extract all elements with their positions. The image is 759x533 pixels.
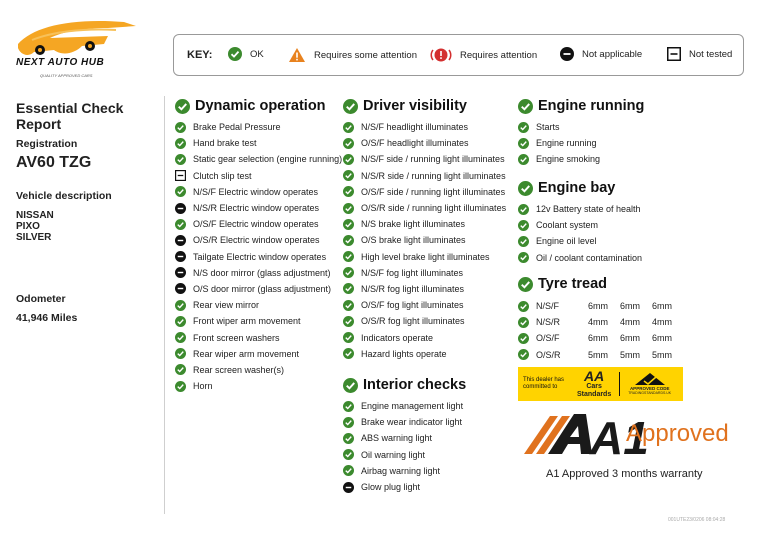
- check-item: [343, 297, 506, 313]
- check-item: [343, 430, 466, 446]
- check-item: [343, 281, 506, 297]
- check-item-label: Tailgate Electric window operates: [193, 251, 327, 262]
- check-item-label: Horn: [193, 381, 213, 392]
- vehicle-make: NISSAN: [16, 210, 54, 221]
- check-item-label: N/S/R Electric window operates: [193, 203, 320, 214]
- key-some-attention-label: Requires some attention: [314, 49, 417, 61]
- tyre-depth-1: 4mm: [588, 317, 608, 328]
- ok-check-icon: [343, 251, 354, 262]
- check-item-label: Coolant system: [536, 220, 599, 231]
- aa-cars: Cars: [586, 382, 602, 390]
- tyre-depth-2: 6mm: [620, 301, 640, 312]
- driver-visibility-section: [343, 98, 506, 362]
- interior-checks-list: [343, 398, 466, 495]
- ok-check-icon: [343, 401, 354, 412]
- check-item-label: Oil warning light: [361, 449, 426, 460]
- check-item-label: O/S door mirror (glass adjustment): [193, 283, 332, 294]
- ok-check-icon: [518, 236, 529, 247]
- warning-triangle-icon: [288, 47, 306, 63]
- check-item-label: N/S/F side / running light illuminates: [361, 154, 505, 165]
- check-item-label: Front wiper arm movement: [193, 316, 301, 327]
- ok-check-icon: [518, 349, 529, 360]
- aa-cars-standards-badge: [518, 367, 683, 401]
- a1-logo-letters: A1: [590, 412, 649, 460]
- check-item: [343, 479, 466, 495]
- ok-check-icon: [343, 348, 354, 359]
- not-tested-icon: [667, 47, 681, 61]
- check-item: [343, 184, 506, 200]
- approved-code-logo: [628, 372, 671, 396]
- vehicle-description-label: Vehicle description: [16, 190, 112, 202]
- ok-check-icon: [343, 300, 354, 311]
- check-item: [175, 249, 342, 265]
- check-item: [518, 151, 644, 167]
- check-item-label: N/S/F headlight illuminates: [361, 122, 469, 133]
- check-item: [343, 232, 506, 248]
- check-item: [518, 233, 642, 249]
- check-item: [175, 378, 342, 394]
- check-item-label: N/S door mirror (glass adjustment): [193, 267, 331, 278]
- check-item-label: Front screen washers: [193, 332, 280, 343]
- driver-visibility-title: Driver visibility: [363, 98, 467, 114]
- engine-bay-title: Engine bay: [538, 180, 616, 196]
- interior-checks-title: Interior checks: [363, 377, 467, 393]
- ok-check-icon: [518, 154, 529, 165]
- check-item-label: O/S/F Electric window operates: [193, 219, 319, 230]
- tyre-row: [518, 298, 684, 314]
- odometer-label: Odometer: [16, 293, 66, 305]
- ok-check-icon: [343, 433, 354, 444]
- tyre-position: N/S/F: [536, 301, 560, 312]
- tyre-tread-table: [518, 298, 684, 363]
- not-applicable-icon: [175, 251, 186, 262]
- ok-check-icon: [343, 154, 354, 165]
- check-item: [343, 398, 466, 414]
- tyre-depth-1: 6mm: [588, 301, 608, 312]
- ok-check-icon: [175, 122, 186, 133]
- check-item: [518, 201, 642, 217]
- aa-badge-text: This dealer has committed to: [523, 377, 565, 390]
- check-item-label: Rear screen washer(s): [193, 364, 285, 375]
- check-item: [518, 135, 644, 151]
- ok-check-icon: [228, 47, 242, 61]
- section-ok-icon: [343, 378, 358, 393]
- check-item-label: Brake Pedal Pressure: [193, 122, 281, 133]
- check-item-label: Brake wear indicator light: [361, 417, 463, 428]
- check-item-label: Hazard lights operate: [361, 348, 447, 359]
- check-item: [175, 216, 342, 232]
- report-title: Essential Check Report: [16, 100, 124, 132]
- ok-check-icon: [175, 348, 186, 359]
- check-item: [175, 297, 342, 313]
- check-item-label: O/S/R side / running light illuminates: [361, 203, 507, 214]
- key-some-attention: [288, 47, 417, 63]
- dynamic-operation-section: [175, 98, 342, 394]
- ok-check-icon: [175, 332, 186, 343]
- ok-check-icon: [518, 220, 529, 231]
- tyre-tread-section: [518, 276, 684, 363]
- check-item: [343, 119, 506, 135]
- check-item: [343, 265, 506, 281]
- check-item: [175, 200, 342, 216]
- not-applicable-icon: [560, 47, 574, 61]
- key-not-tested: [667, 47, 732, 61]
- check-item: [175, 232, 342, 248]
- check-item-label: Hand brake test: [193, 138, 257, 149]
- check-item: [518, 119, 644, 135]
- key-ok-label: OK: [250, 48, 264, 60]
- tyre-depth-3: 5mm: [652, 349, 672, 360]
- ok-check-icon: [343, 449, 354, 460]
- interior-checks-heading: [343, 377, 466, 393]
- check-item: [343, 135, 506, 151]
- a1-approved-text: Approved: [626, 420, 729, 447]
- check-item: [175, 119, 342, 135]
- check-item-label: N/S/F Electric window operates: [193, 186, 319, 197]
- tyre-tread-title: Tyre tread: [538, 276, 608, 292]
- check-item-label: O/S/R fog light illuminates: [361, 316, 465, 327]
- tyre-depth-1: 6mm: [588, 333, 608, 344]
- check-item: [343, 463, 466, 479]
- check-item-label: Static gear selection (engine running): [193, 154, 343, 165]
- check-item-label: N/S/R side / running light illuminates: [361, 170, 506, 181]
- logo-name: NEXT AUTO HUB: [16, 57, 105, 68]
- check-item: [175, 346, 342, 362]
- check-item: [518, 250, 642, 266]
- section-ok-icon: [518, 181, 533, 196]
- check-item: [343, 447, 466, 463]
- check-item: [175, 313, 342, 329]
- engine-bay-heading: [518, 180, 642, 196]
- check-item-label: Starts: [536, 122, 560, 133]
- section-ok-icon: [518, 99, 533, 114]
- ok-check-icon: [343, 219, 354, 230]
- registration-value: AV60 TZG: [16, 154, 92, 171]
- tyre-depth-3: 4mm: [652, 317, 672, 328]
- check-item-label: Clutch slip test: [193, 170, 252, 181]
- engine-bay-section: [518, 180, 642, 266]
- aa-standards: Standards: [577, 390, 612, 398]
- check-item: [175, 135, 342, 151]
- check-item-label: ABS warning light: [361, 433, 433, 444]
- vehicle-colour: SILVER: [16, 232, 52, 243]
- dynamic-operation-list: [175, 119, 342, 394]
- check-item-label: O/S/F fog light illuminates: [361, 300, 464, 311]
- ok-check-icon: [343, 122, 354, 133]
- not-applicable-icon: [175, 283, 186, 294]
- check-item-label: O/S/R Electric window operates: [193, 235, 320, 246]
- ok-check-icon: [343, 417, 354, 428]
- ok-check-icon: [518, 204, 529, 215]
- tyre-depth-2: 4mm: [620, 317, 640, 328]
- footer-code: 001UTE23/0206 08:04:28: [668, 517, 726, 523]
- key-label: KEY:: [187, 49, 213, 61]
- key-not-applicable-label: Not applicable: [582, 48, 643, 60]
- tyre-depth-2: 6mm: [620, 333, 640, 344]
- ok-check-icon: [518, 333, 529, 344]
- key-not-tested-label: Not tested: [689, 48, 733, 60]
- check-item: [175, 184, 342, 200]
- ok-check-icon: [343, 138, 354, 149]
- column-divider: [164, 96, 165, 514]
- ok-check-icon: [343, 267, 354, 278]
- not-applicable-icon: [343, 482, 354, 493]
- key-attention-label: Requires attention: [460, 49, 538, 61]
- check-item-label: N/S/F fog light illuminates: [361, 267, 464, 278]
- tyre-row: [518, 314, 684, 330]
- check-item-label: Indicators operate: [361, 332, 434, 343]
- tyre-depth-3: 6mm: [652, 333, 672, 344]
- check-item: [343, 151, 506, 167]
- check-item-label: Airbag warning light: [361, 465, 441, 476]
- ok-check-icon: [175, 300, 186, 311]
- tyre-tread-heading: [518, 276, 684, 292]
- odometer-value: 41,946 Miles: [16, 312, 78, 324]
- aa-brand: AA: [584, 367, 605, 384]
- check-item-label: Engine management light: [361, 401, 464, 412]
- check-item: [343, 329, 506, 345]
- not-applicable-icon: [175, 267, 186, 278]
- ok-check-icon: [175, 219, 186, 230]
- section-ok-icon: [175, 99, 190, 114]
- check-item-label: N/S/R fog light illuminates: [361, 283, 465, 294]
- tyre-row: [518, 347, 684, 363]
- check-item-label: O/S/F headlight illuminates: [361, 138, 469, 149]
- dynamic-operation-title: Dynamic operation: [195, 98, 326, 114]
- check-item-label: Rear wiper arm movement: [193, 348, 300, 359]
- logo-tagline: QUALITY APPROVED CARS: [40, 73, 93, 78]
- tyre-depth-1: 5mm: [588, 349, 608, 360]
- check-item-label: Glow plug light: [361, 482, 421, 493]
- tyre-depth-3: 6mm: [652, 301, 672, 312]
- tyre-position: N/S/R: [536, 317, 561, 328]
- check-item-label: O/S/F side / running light illuminates: [361, 186, 506, 197]
- not-tested-icon: [175, 170, 186, 181]
- dynamic-operation-heading: [175, 98, 342, 114]
- check-item: [343, 216, 506, 232]
- aa-badge-logo: [577, 367, 612, 399]
- ok-check-icon: [343, 465, 354, 476]
- key-attention: [430, 47, 537, 63]
- driver-visibility-heading: [343, 98, 506, 114]
- ok-check-icon: [343, 235, 354, 246]
- check-item: [175, 362, 342, 378]
- registration-label: Registration: [16, 138, 78, 150]
- ok-check-icon: [518, 138, 529, 149]
- check-item: [175, 151, 342, 167]
- attention-alert-icon: [430, 47, 452, 63]
- check-item: [518, 217, 642, 233]
- check-item-label: Engine oil level: [536, 236, 597, 247]
- ok-check-icon: [343, 186, 354, 197]
- section-ok-icon: [343, 99, 358, 114]
- engine-bay-list: [518, 201, 642, 266]
- check-item: [343, 200, 506, 216]
- check-item-label: High level brake light illuminates: [361, 251, 490, 262]
- engine-running-heading: [518, 98, 644, 114]
- ok-check-icon: [343, 332, 354, 343]
- tyre-position: O/S/R: [536, 349, 561, 360]
- check-item: [175, 281, 342, 297]
- ok-check-icon: [343, 203, 354, 214]
- section-ok-icon: [518, 277, 533, 292]
- check-item-label: N/S brake light illuminates: [361, 219, 466, 230]
- check-item: [175, 329, 342, 345]
- check-item-label: Rear view mirror: [193, 300, 260, 311]
- approved-code-label: APPROVED CODE: [629, 386, 670, 391]
- check-item: [175, 168, 342, 184]
- key-ok: [228, 47, 264, 61]
- not-applicable-icon: [175, 235, 186, 246]
- ok-check-icon: [175, 364, 186, 375]
- tyre-position: O/S/F: [536, 333, 560, 344]
- a1-warranty-text: A1 Approved 3 months warranty: [546, 468, 703, 480]
- key-not-applicable: [560, 47, 642, 61]
- ok-check-icon: [343, 170, 354, 181]
- check-item: [343, 313, 506, 329]
- ok-check-icon: [518, 122, 529, 133]
- approved-code-site: TRADINGSTANDARDS.UK: [628, 391, 672, 395]
- ok-check-icon: [343, 283, 354, 294]
- check-item: [343, 346, 506, 362]
- check-item: [343, 414, 466, 430]
- ok-check-icon: [518, 252, 529, 263]
- check-item-label: Engine running: [536, 138, 597, 149]
- check-item-label: O/S brake light illuminates: [361, 235, 466, 246]
- ok-check-icon: [175, 154, 186, 165]
- ok-check-icon: [343, 316, 354, 327]
- check-item-label: 12v Battery state of health: [536, 204, 641, 215]
- check-item: [343, 249, 506, 265]
- interior-checks-section: [343, 377, 466, 495]
- engine-running-section: [518, 98, 644, 168]
- tyre-depth-2: 5mm: [620, 349, 640, 360]
- engine-running-title: Engine running: [538, 98, 645, 114]
- approved-code-tick-icon: [633, 372, 667, 386]
- ok-check-icon: [175, 138, 186, 149]
- aa-badge-divider: [619, 372, 620, 396]
- ok-check-icon: [175, 316, 186, 327]
- driver-visibility-list: [343, 119, 506, 362]
- check-item: [343, 168, 506, 184]
- check-item-label: Oil / coolant contamination: [536, 252, 643, 263]
- check-item-label: Engine smoking: [536, 154, 601, 165]
- engine-running-list: [518, 119, 644, 168]
- not-applicable-icon: [175, 203, 186, 214]
- check-item: [175, 265, 342, 281]
- ok-check-icon: [518, 317, 529, 328]
- vehicle-model: PIXO: [16, 221, 40, 232]
- tyre-row: [518, 330, 684, 346]
- ok-check-icon: [175, 381, 186, 392]
- ok-check-icon: [175, 186, 186, 197]
- ok-check-icon: [518, 301, 529, 312]
